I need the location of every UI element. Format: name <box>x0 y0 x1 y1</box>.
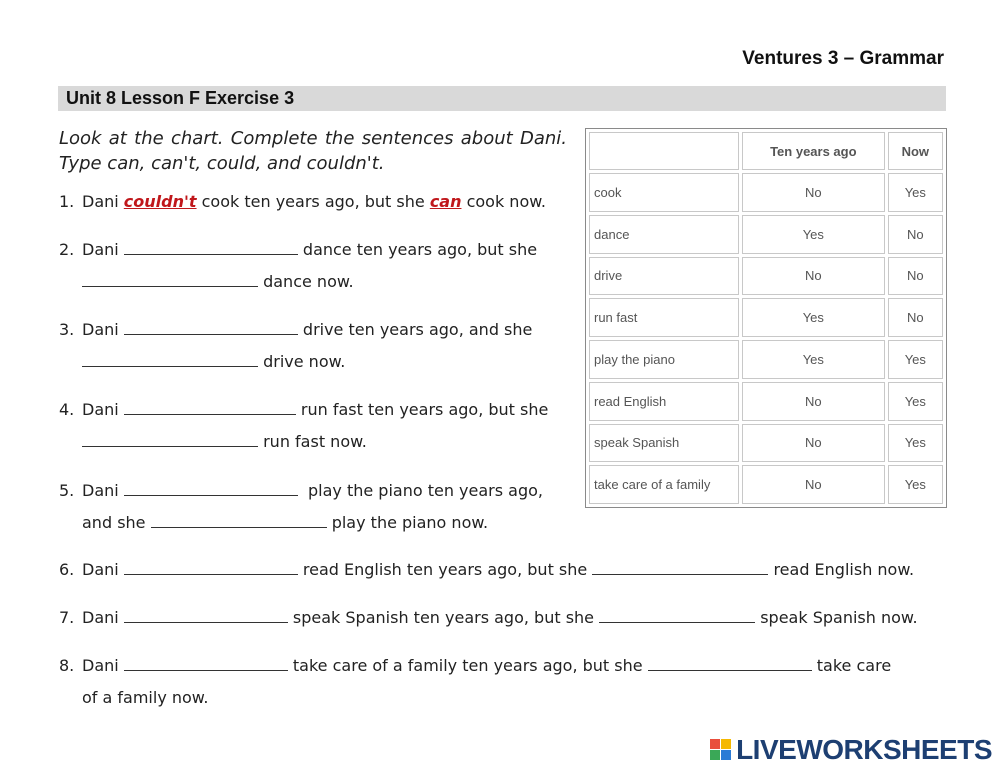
answer-blank[interactable] <box>648 656 812 671</box>
instructions: Look at the chart. Complete the sentences about Dani. Type can, can't, could, and couldn't. <box>59 128 567 174</box>
table-row <box>589 382 943 421</box>
table-row <box>589 298 943 337</box>
table-row <box>589 173 943 212</box>
value-cell: No <box>742 424 885 463</box>
logo-square-3 <box>710 750 720 760</box>
table-row <box>589 465 943 504</box>
table-row <box>589 424 943 463</box>
value-cell: No <box>888 298 943 337</box>
answer-blank[interactable] <box>599 608 755 623</box>
logo-square-4 <box>721 750 731 760</box>
title-bar <box>58 86 946 111</box>
column-header: Ten years ago <box>742 132 885 170</box>
value-cell: Yes <box>888 382 943 421</box>
value-cell: Yes <box>888 173 943 212</box>
ability-chart <box>585 128 947 508</box>
table-row <box>589 257 943 296</box>
logo-square-2 <box>721 739 731 749</box>
chart-header-row <box>589 132 943 170</box>
answer-blank[interactable] <box>124 656 288 671</box>
value-cell: Yes <box>742 298 885 337</box>
activity-cell: speak Spanish <box>589 424 739 463</box>
activity-cell: cook <box>589 173 739 212</box>
value-cell: No <box>888 257 943 296</box>
logo-square-1 <box>710 739 720 749</box>
activity-cell: play the piano <box>589 340 739 379</box>
column-header <box>589 132 739 170</box>
exercise-title: Unit 8 Lesson F Exercise 3 <box>66 88 295 108</box>
answer-blank[interactable] <box>124 400 296 415</box>
example-answer-1: couldn't <box>123 192 197 211</box>
activity-cell: dance <box>589 215 739 254</box>
value-cell: Yes <box>888 424 943 463</box>
answer-blank[interactable] <box>124 320 298 335</box>
value-cell: No <box>742 382 885 421</box>
value-cell: Yes <box>888 340 943 379</box>
chart-table <box>586 129 946 507</box>
answer-blank[interactable] <box>82 272 258 287</box>
answer-blank[interactable] <box>151 513 327 528</box>
value-cell: No <box>742 465 885 504</box>
value-cell: Yes <box>742 340 885 379</box>
activity-cell: read English <box>589 382 739 421</box>
value-cell: No <box>888 215 943 254</box>
liveworksheets-brand <box>710 734 992 766</box>
answer-blank[interactable] <box>124 240 298 255</box>
activity-cell: run fast <box>589 298 739 337</box>
table-row <box>589 340 943 379</box>
example-answer-2: can <box>429 192 462 211</box>
activity-cell: take care of a family <box>589 465 739 504</box>
answer-blank[interactable] <box>124 560 298 575</box>
value-cell: No <box>742 173 885 212</box>
answer-blank[interactable] <box>82 352 258 367</box>
value-cell: Yes <box>888 465 943 504</box>
value-cell: Yes <box>742 215 885 254</box>
column-header: Now <box>888 132 943 170</box>
item-number: 1. <box>59 192 75 211</box>
liveworksheets-logo-icon <box>710 739 732 761</box>
answer-blank[interactable] <box>124 481 298 496</box>
answer-blank[interactable] <box>592 560 768 575</box>
value-cell: No <box>742 257 885 296</box>
answer-blank[interactable] <box>82 432 258 447</box>
brand-wordmark: LIVEWORKSHEETS <box>736 734 992 765</box>
activity-cell: drive <box>589 257 739 296</box>
table-row <box>589 215 943 254</box>
course-header: Ventures 3 – Grammar <box>742 48 944 69</box>
answer-blank[interactable] <box>124 608 288 623</box>
